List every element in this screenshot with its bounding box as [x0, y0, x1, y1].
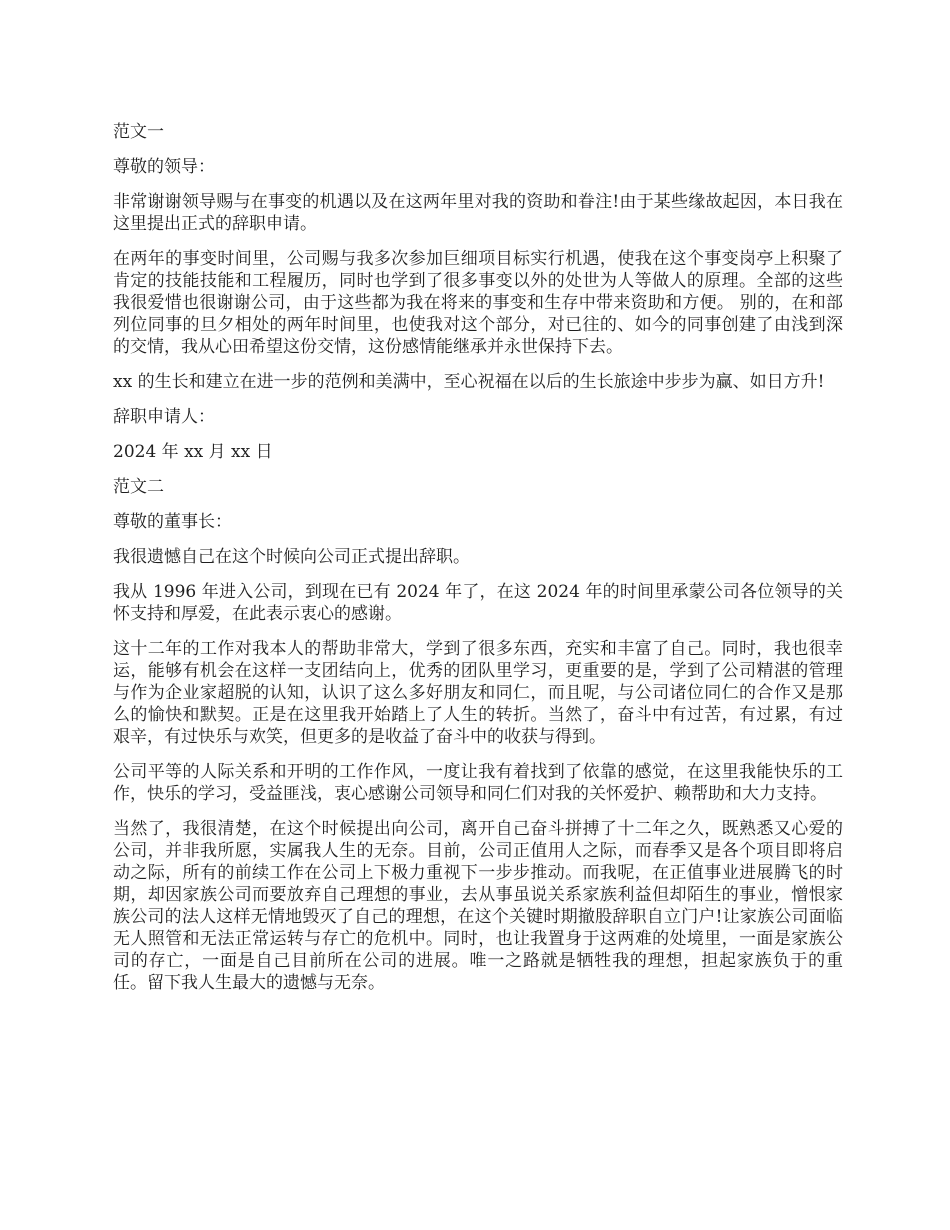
- salutation-1: 尊敬的领导：: [113, 157, 215, 177]
- body-paragraph: 在两年的事变时间里，公司赐与我多次参加巨细项目标实行机遇，使我在这个事变岗亭上积聚了肯定的技能技能和工程履历，同时也学到了很多事变以外的处世为人等做人的原理。全部的这些我很爱惜也很谢谢公司，由于这些都为我在将来的事变和生存中带来资助和方便。 别的，在和部列位同事的旦夕相处的两年时间里，也使我对这个部分，对已往的、如今的同事创建了由浅到深的交情，我从心田希望这份交情，这份感情能继承并永世保持下去。: [113, 249, 843, 357]
- body-paragraph: 我很遗憾自己在这个时候向公司正式提出辞职。: [113, 547, 470, 567]
- document-body: [113, 121, 843, 1007]
- section-heading-1: 范文一: [113, 122, 164, 142]
- body-paragraph: 这十二年的工作对我本人的帮助非常大，学到了很多东西，充实和丰富了自己。同时，我也很幸运，能够有机会在这样一支团结向上，优秀的团队里学习，更重要的是，学到了公司精湛的管理与作为企业家超脱的认知，认识了这么多好朋友和同仁，而且呢，与公司诸位同仁的合作又是那么的愉快和默契。正是在这里我开始踏上了人生的转折。当然了，奋斗中有过苦，有过累，有过艰辛，有过快乐与欢笑，但更多的是收益了奋斗中的收获与得到。: [113, 639, 843, 747]
- body-paragraph: xx 的生长和建立在进一步的范例和美满中，至心祝福在以后的生长旅途中步步为赢、如日方升!: [113, 372, 825, 392]
- signature-label: 辞职申请人：: [113, 407, 215, 427]
- section-heading-2: 范文二: [113, 477, 164, 497]
- body-paragraph: 当然了，我很清楚，在这个时候提出向公司，离开自己奋斗拼搏了十二年之久，既熟悉又心爱的公司，并非我所愿，实属我人生的无奈。目前，公司正值用人之际，而春季又是各个项目即将启动之际，所有的前续工作在公司上下极力重视下一步步推动。而我呢，在正值事业进展腾飞的时期，却因家族公司而要放弃自己理想的事业，去从事虽说关系家族利益但却陌生的事业，憎恨家族公司的法人这样无情地毁灭了自己的理想，在这个关键时期撤股辞职自立门户!让家族公司面临无人照管和无法正常运转与存亡的危机中。同时，也让我置身于这两难的处境里，一面是家族公司的存亡，一面是自己目前所在公司的进展。唯一之路就是牺牲我的理想，担起家族负于的重任。留下我人生最大的遗憾与无奈。: [113, 819, 843, 993]
- body-paragraph: 非常谢谢领导赐与在事变的机遇以及在这两年里对我的资助和眷注!由于某些缘故起因，本日我在这里提出正式的辞职申请。: [113, 192, 843, 234]
- date-line: 2024 年 xx 月 xx 日: [113, 442, 273, 462]
- salutation-2: 尊敬的董事长：: [113, 512, 232, 532]
- body-paragraph: 公司平等的人际关系和开明的工作作风，一度让我有着找到了依靠的感觉，在这里我能快乐的工作，快乐的学习，受益匪浅，衷心感谢公司领导和同仁们对我的关怀爱护、赖帮助和大力支持。: [113, 762, 843, 804]
- body-paragraph: 我从 1996 年进入公司，到现在已有 2024 年了，在这 2024 年的时间里承蒙公司各位领导的关怀支持和厚爱，在此表示衷心的感谢。: [113, 582, 843, 624]
